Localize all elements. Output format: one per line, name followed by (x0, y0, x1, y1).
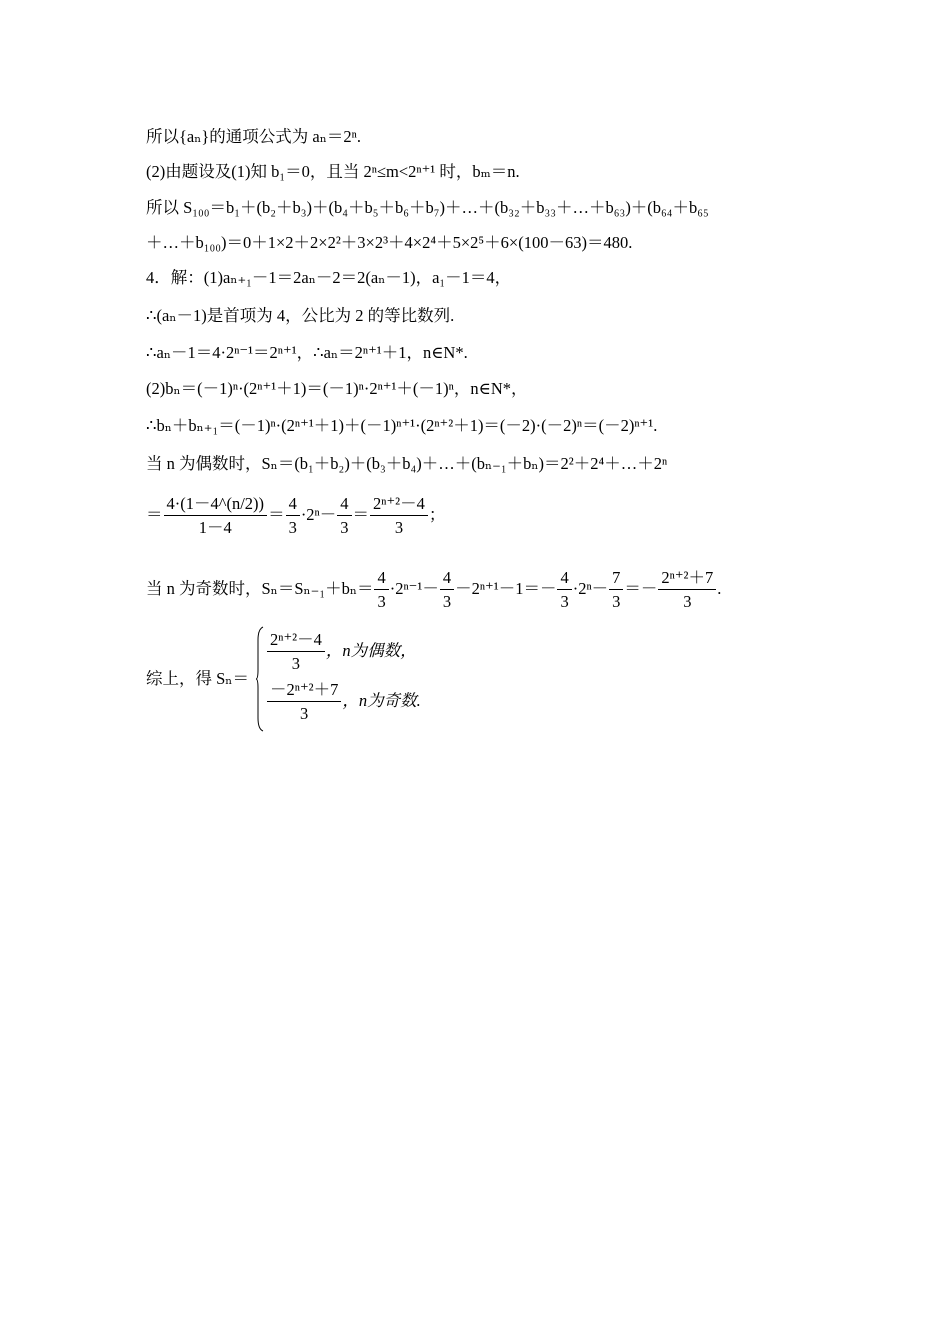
case-condition: ，n为偶数， (325, 640, 417, 660)
fraction-denominator: 3 (442, 592, 452, 611)
fraction-denominator: 3 (612, 592, 621, 611)
text-line-1: 所以{aₙ}的通项公式为 aₙ＝2ⁿ. (146, 127, 361, 146)
fraction (609, 568, 623, 612)
fraction-numerator: 2ⁿ⁺²－4 (267, 630, 325, 652)
text-line-9: ∴bₙ＋bₙ₊₁＝(－1)ⁿ·(2ⁿ⁺¹＋1)＋(－1)ⁿ⁺¹·(2ⁿ⁺²＋1)＝(－2)·(－2)ⁿ＝(－2)ⁿ⁺¹. (146, 416, 658, 435)
fraction (658, 568, 716, 612)
fraction (440, 568, 454, 612)
equation-even-sum (146, 494, 445, 538)
eq-sign: ＝ (268, 504, 285, 524)
fraction (286, 494, 300, 538)
fraction-denominator: 1－4 (198, 518, 232, 537)
fraction (557, 568, 571, 612)
fraction (164, 494, 268, 538)
eq-prefix: 当 n 为奇数时，Sₙ＝Sₙ₋₁＋bₙ＝ (146, 578, 374, 598)
fraction (374, 568, 388, 612)
fraction-numerator: 4 (440, 568, 454, 590)
fraction-denominator: 3 (683, 592, 692, 611)
eq-lead: ＝ (146, 504, 163, 524)
fraction-numerator: 4 (286, 494, 300, 516)
eq-middle: ＝－ (624, 578, 658, 598)
eq-tail: . (717, 578, 722, 598)
equation-odd-sum (146, 568, 721, 612)
fraction-denominator: 3 (377, 592, 386, 611)
text-line-6: ∴(aₙ－1)是首项为 4，公比为 2 的等比数列. (146, 306, 455, 325)
eq-middle: ·2ⁿ－ (572, 578, 609, 598)
text-line-10: 当 n 为偶数时，Sₙ＝(b₁＋b₂)＋(b₃＋b₄)＋…＋(bₙ₋₁＋bₙ)＝2²＋2⁴＋…＋2ⁿ (146, 454, 668, 473)
fraction-denominator: 3 (340, 518, 349, 537)
fraction-denominator: 3 (394, 518, 404, 537)
fraction (267, 680, 341, 724)
fraction (370, 494, 428, 538)
fraction-numerator: 7 (609, 568, 623, 590)
left-brace-icon (256, 626, 264, 732)
text-line-5: 4．解：(1)aₙ₊₁－1＝2aₙ－2＝2(aₙ－1)，a₁－1＝4， (146, 268, 512, 287)
text-line-7: ∴aₙ－1＝4·2ⁿ⁻¹＝2ⁿ⁺¹，∴aₙ＝2ⁿ⁺¹＋1，n∈N*. (146, 343, 468, 362)
fraction-denominator: 3 (300, 704, 309, 723)
summary-prefix: 综上，得 Sₙ＝ (146, 669, 249, 688)
fraction-denominator: 3 (560, 592, 569, 611)
fraction-numerator: 2ⁿ⁺²＋7 (658, 568, 716, 590)
case-even (266, 630, 417, 674)
eq-sign: ＝ (352, 504, 370, 524)
fraction-denominator: 3 (291, 654, 301, 673)
text-line-4: ＋…＋b₁₀₀)＝0＋1×2＋2×2²＋3×2³＋4×2⁴＋5×2⁵＋6×(100－63)＝480. (146, 233, 633, 252)
case-condition: ，n为奇数. (342, 690, 421, 710)
text-line-2: (2)由题设及(1)知 b₁＝0，且当 2ⁿ≤m<2ⁿ⁺¹ 时，bₘ＝n. (146, 162, 520, 181)
case-odd (266, 680, 421, 724)
eq-middle: －2ⁿ⁺¹－1＝－ (455, 578, 557, 598)
fraction-denominator: 3 (288, 518, 297, 537)
fraction-numerator: 4 (337, 494, 351, 516)
fraction-numerator: 4·(1－4^(n/2)) (164, 494, 268, 516)
fraction-numerator: 2ⁿ⁺²－4 (370, 494, 428, 516)
text-line-3: 所以 S₁₀₀＝b₁＋(b₂＋b₃)＋(b₄＋b₅＋b₆＋b₇)＋…＋(b₃₂＋b₃₃＋…＋b₆₃)＋(b₆₄＋b₆₅ (146, 198, 709, 217)
eq-middle: ·2ⁿ⁻¹－ (389, 578, 439, 598)
fraction-numerator: 4 (374, 568, 388, 590)
fraction (267, 630, 325, 674)
eq-tail: ； (428, 504, 446, 524)
fraction-numerator: 4 (557, 568, 571, 590)
fraction (337, 494, 351, 538)
text-line-8: (2)bₙ＝(－1)ⁿ·(2ⁿ⁺¹＋1)＝(－1)ⁿ·2ⁿ⁺¹＋(－1)ⁿ，n∈N*， (146, 379, 528, 398)
fraction-numerator: －2ⁿ⁺²＋7 (267, 680, 341, 702)
eq-middle: ·2ⁿ－ (300, 504, 337, 524)
